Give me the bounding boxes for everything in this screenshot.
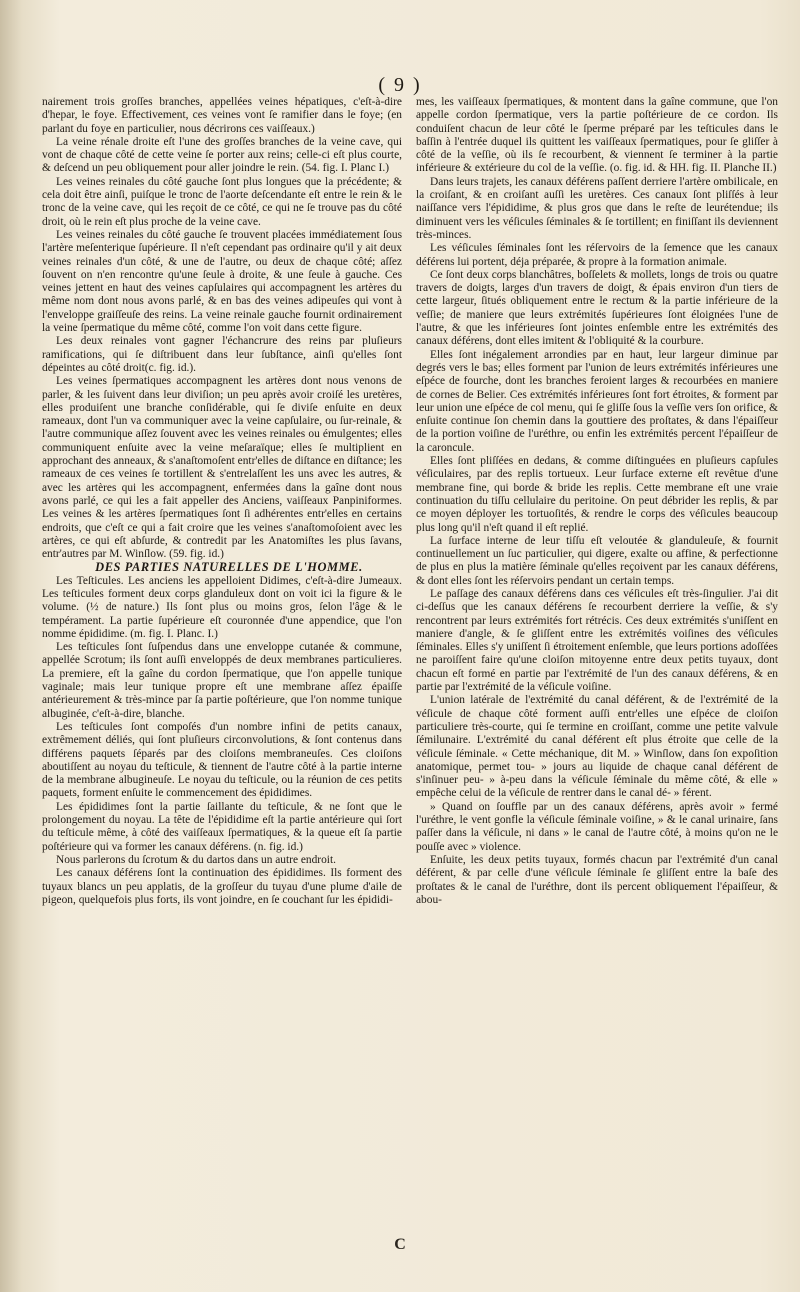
paragraph: Les Teſticules. Les anciens les appelloient Didimes, c'eſt-à-dire Jumeaux. Les teſticules forment deux corps glanduleux dont on voit ici la figure & le volume. (½ de nature.) Ils ſont plus ou moins gros, ſelon l'âge & le tempérament. La partie ſupérieure eſt couronnée d'une appendice, que l'on nomme épididime. (m. fig. I. Planc. I.) (42, 574, 402, 640)
paragraph: Le paſſage des canaux déférens dans ces véſicules eſt très-ſingulier. J'ai dit ci-deſſus que les canaux déférens ſe recourbent derriere la veſſie, & s'y rencontrent par leurs extrémités fort rétrécis. Ces deux extrémités s'uniſſent en maniere d'angle, & ſe gliſſent entre les extrémités voiſines des véſicules ſéminales. Elles s'y uniſſent ſi étroitement enſemble, que leurs portions adoſſées ne paroiſſent faire qu'une cloiſon mitoyenne entre deux petits tuyaux, dont chacun eſt formé en partie par l'extrémité de l'un des canaux déférens, & en partie par l'extrémité de la véſicule voiſine. (416, 587, 778, 694)
paragraph: Les veines reinales du côté gauche ſont plus longues que la précédente; & cela doit être ainſi, puiſque le tronc de l'aorte deſcendante eſt entre le rein & le tronc de la veine cave, qui les reçoit de ce côté, ce qui ne ſe trouve pas du côté droit, où le rein eſt plus proche de la veine cave. (42, 175, 402, 228)
paragraph: Les teſticules ſont compoſés d'un nombre infini de petits canaux, extrêmement déliés, qui ſont pluſieurs circonvolutions, & ſont contenus dans différens paquets ſéparés par des cloiſons membraneuſes. Ces cloiſons aboutiſſent au noyau du teſticule, & tiennent de l'autre côté à la partie interne de la membrane albugineuſe. Le noyau du teſticule, ou la réunion de ces petits paquets, forment enſuite le commencement des épididimes. (42, 720, 402, 800)
paragraph: Les véſicules ſéminales ſont les réſervoirs de la ſemence que les canaux déférens lui portent, déja préparée, & propre à la formation animale. (416, 242, 778, 268)
right-column (416, 96, 778, 907)
paragraph: Nous parlerons du ſcrotum & du dartos dans un autre endroit. (56, 853, 336, 866)
paragraph: mes, les vaiſſeaux ſpermatiques, & montent dans la gaîne commune, que l'on appelle cordon ſpermatique, vers la partie poſtérieure de ce cordon. Ils conduiſent chacun de leur côté le ſperme préparé par les teſticules dans le baſſin à l'entrée duquel ils quittent les vaiſſeaux ſpermatiques, pour ſe gliſſer à côté de la veſſie, où ils ſe recourbent, & viennent ſe terminer à la partie inférieure & extérieure du col de la veſſie. (o. fig. id. & HH. fig. II. Planche II.) (416, 96, 778, 175)
paragraph: nairement trois groſſes branches, appellées veines hépatiques, c'eſt-à-dire d'hepar, le foye. Effectivement, ces veines vont ſe ramifier dans le foye; (en parlant du foye en particulier, nous décrirons ces vaiſſeaux.) (42, 96, 402, 135)
section-heading: DES PARTIES NATURELLES DE L'HOMME. (95, 560, 363, 575)
page-number: ( 9 ) (378, 74, 422, 96)
paragraph: Dans leurs trajets, les canaux déférens paſſent derriere l'artère ombilicale, en la croiſant, & en croiſant auſſi les uretères. Ces canaux ſont pliſſés à leur naiſſance vers l'épididime, & plus gros que dans le reſte de leurétendue; ils diminuent vers les véſicules ſéminales & ſe tortillent; en finiſſant ils deviennent très-minces. (416, 175, 778, 241)
paragraph: Les veines ſpermatiques accompagnent les artères dont nous venons de parler, & les ſuivent dans leur diviſion; un peu après avoir croiſé les uretères, elles produiſent une branche conſidérable, qui ſe diviſe enſuite en deux rameaux, dont l'un va communiquer avec la veine capſulaire, ou ſur-reinale, & l'autre communique aſſez ſouvent avec les veines reinales ou émulgentes; elles communiquent enſuite avec la veine meſaraïque; elles ſe multiplient en approchant des anneaux, & s'anaſtomoſent entr'elles de diſtance en diſtance; les rameaux de ces veines ſe tortillent & s'entrelaſſent les uns avec les autres, & avec les artères qui les accompagnent, enfermées dans la gaîne dont nous avons parlé, ce qui les a fait appeller des Anciens, vaiſſeaux Panpiniformes. Les veines & les artères ſpermatiques ſont ſi adhérentes entr'elles en certains endroits, que c'eſt ce qui a fait croire que les veines s'anaſtomoſoient avec les artères, ce qui eſt abſurde, & contredit par les Anatomiſtes les plus ſavans, entr'autres par M. Winſlow. (59. fig. id.) (42, 375, 402, 561)
paragraph: Les canaux déférens ſont la continuation des épididimes. Ils forment des tuyaux blancs un peu applatis, de la groſſeur du tuyau d'une plume d'aile de pigeon, quelquefois plus forts, ils vont joindre, en ſe couchant ſur les épididi- (42, 867, 402, 906)
paragraph: Les deux reinales vont gagner l'échancrure des reins par pluſieurs ramifications, qui ſe diſtribuent dans leur ſubſtance, ainſi qu'elles ſont dépeintes au côté droit(c. fig. id.). (42, 335, 402, 374)
paragraph: La veine rénale droite eſt l'une des groſſes branches de la veine cave, qui vont de chaque côté de cette veine ſe porter aux reins; celle-ci eſt plus courte, & deſcend un peu obliquement pour aller joindre le rein. (54. fig. I. Planc I.) (42, 135, 402, 175)
paragraph: Les teſticules ſont ſuſpendus dans une enveloppe cutanée & commune, appellée Scrotum; ils ſont auſſi enveloppés de deux membranes particulieres. La premiere, eſt la gaîne du cordon ſpermatique, que l'on appelle tunique vaginale; mais leur tunique propre eſt une membrane aſſez épaiſſe antérieurement & très-mince par ſa partie poſtérieure, que l'on nomme tunique albuginée, c'eſt-à-dire, blanche. (42, 641, 402, 720)
paragraph: » Quand on ſouffle par un des canaux déférens, après avoir » fermé l'uréthre, le vent gonfle la véſicule ſéminale voiſine, » & le canal urinaire, ſans paſſer dans la véſicule, ni dans » le canal de l'autre côté, à moins qu'on ne le pouſſe avec » violence. (416, 800, 778, 853)
paragraph: La ſurface interne de leur tiſſu eſt veloutée & glanduleuſe, & fournit continuellement un ſuc particulier, qui digere, exalte ou affine, & perfectionne de plus en plus la matière ſéminale qu'elles reçoivent par les canaux déférens, & dont elles ſont les réſervoirs pendant un certain temps. (416, 534, 778, 587)
signature-mark: C (394, 1236, 406, 1253)
paragraph: L'union latérale de l'extrémité du canal déférent, & de l'extrémité de la véſicule de chaque côté forment auſſi entr'elles une eſpéce de cloiſon particuliere très-courte, qui ſe termine en croiſſant, comme une petite valvule ſémilunaire. L'extrémité du canal déférent eſt plus étroite que celle de la véſicule ſéminale. « Cette méchanique, dit M. » Winſlow, dans ſon expoſition anatomique, permet tou- » jours au liquide de chaque canal déférent de s'inſinuer peu- » à-peu dans la véſicule ſéminale du même côté, & elle » empêche celui de la véſicule de rentrer dans le canal dé- » férent. (416, 694, 778, 800)
paragraph: Ce ſont deux corps blanchâtres, boſſelets & mollets, longs de trois ou quatre travers de doigts, larges d'un travers de doigt, & épais environ d'un tiers de cette largeur, ſitués obliquement entre le rectum & la partie inférieure de la veſſie; de maniere que leurs extrémités ſupérieures ſont éloignées l'une de l'autre, & que les inférieures ſont jointes enſemble entre les extrémités des canaux déférens, dont elles imitent & l'obliquité & la courbure. (416, 268, 778, 348)
left-column (42, 96, 402, 907)
paragraph: Les veines reinales du côté gauche ſe trouvent placées immédiatement ſous l'artère meſenterique ſupérieure. Il n'eſt cependant pas ordinaire qu'il y ait deux veines reinales d'un côté, & une de l'autre, ou deux de chaque côté; aſſez ſouvent on n'en rencontre qu'une ſeule à droite, & une ſeule à gauche. Ces veines jettent en haut des veines capſulaires qui accompagnent les artères du même nom dont nous avons parlé, & en bas des veines adipeuſes qui vont à l'enveloppe graiſſeuſe des reins. La veine reinale gauche fournit ordinairement la veine ſpermatique du même côté, comme l'on voit dans cette figure. (42, 228, 402, 335)
paragraph: Elles ſont inégalement arrondies par en haut, leur largeur diminue par degrés vers le bas; elles forment par l'union de leurs extrémités inférieures une eſpéce de fourche, dont les branches feroient larges & recourbées en maniere de cornes de Belier. Ces extrémités inférieures ſont fort étroites, & forment par leur union une eſpéce de col menu, qui ſe gliſſe ſous la veſſie vers ſon orifice, & enſuite continue ſon chemin dans la gouttiere des proſtates, & dans l'épaiſſeur de la portion voiſine de l'uréthre, ou enfin les extrémités percent l'épaiſſeur de la caroncule. (416, 348, 778, 454)
paragraph: Les épididimes ſont la partie ſaillante du teſticule, & ne ſont que le prolongement du noyau. La tête de l'épididime eſt la partie antérieure qui ſort du teſticule même, à côté des vaiſſeaux ſpermatiques, & la queue eſt ſa partie poſtérieure qui va former les canaux déférens. (n. fig. id.) (42, 800, 402, 853)
paragraph: Enſuite, les deux petits tuyaux, formés chacun par l'extrémité d'un canal déférent, & par celle d'une véſicule ſéminale ſe gliſſent entre la baſe des proſtates & le canal de l'uréthre, dont ils percent obliquement l'épaiſſeur, & abou- (416, 853, 778, 906)
paragraph: Elles ſont pliſſées en dedans, & comme diſtinguées en pluſieurs capſules véſiculaires, par des replis tortueux. Leur ſurface externe eſt revêtue d'une membrane fine, qui borde & bride les replis. Cette membrane eſt une vraie continuation du tiſſu cellulaire du peritoine. On peut débrider les replis, & par ce moyen déployer les tortuoſités, & rendre le corps des véſicules beaucoup plus long qu'il n'eſt quand il eſt replié. (416, 455, 778, 534)
